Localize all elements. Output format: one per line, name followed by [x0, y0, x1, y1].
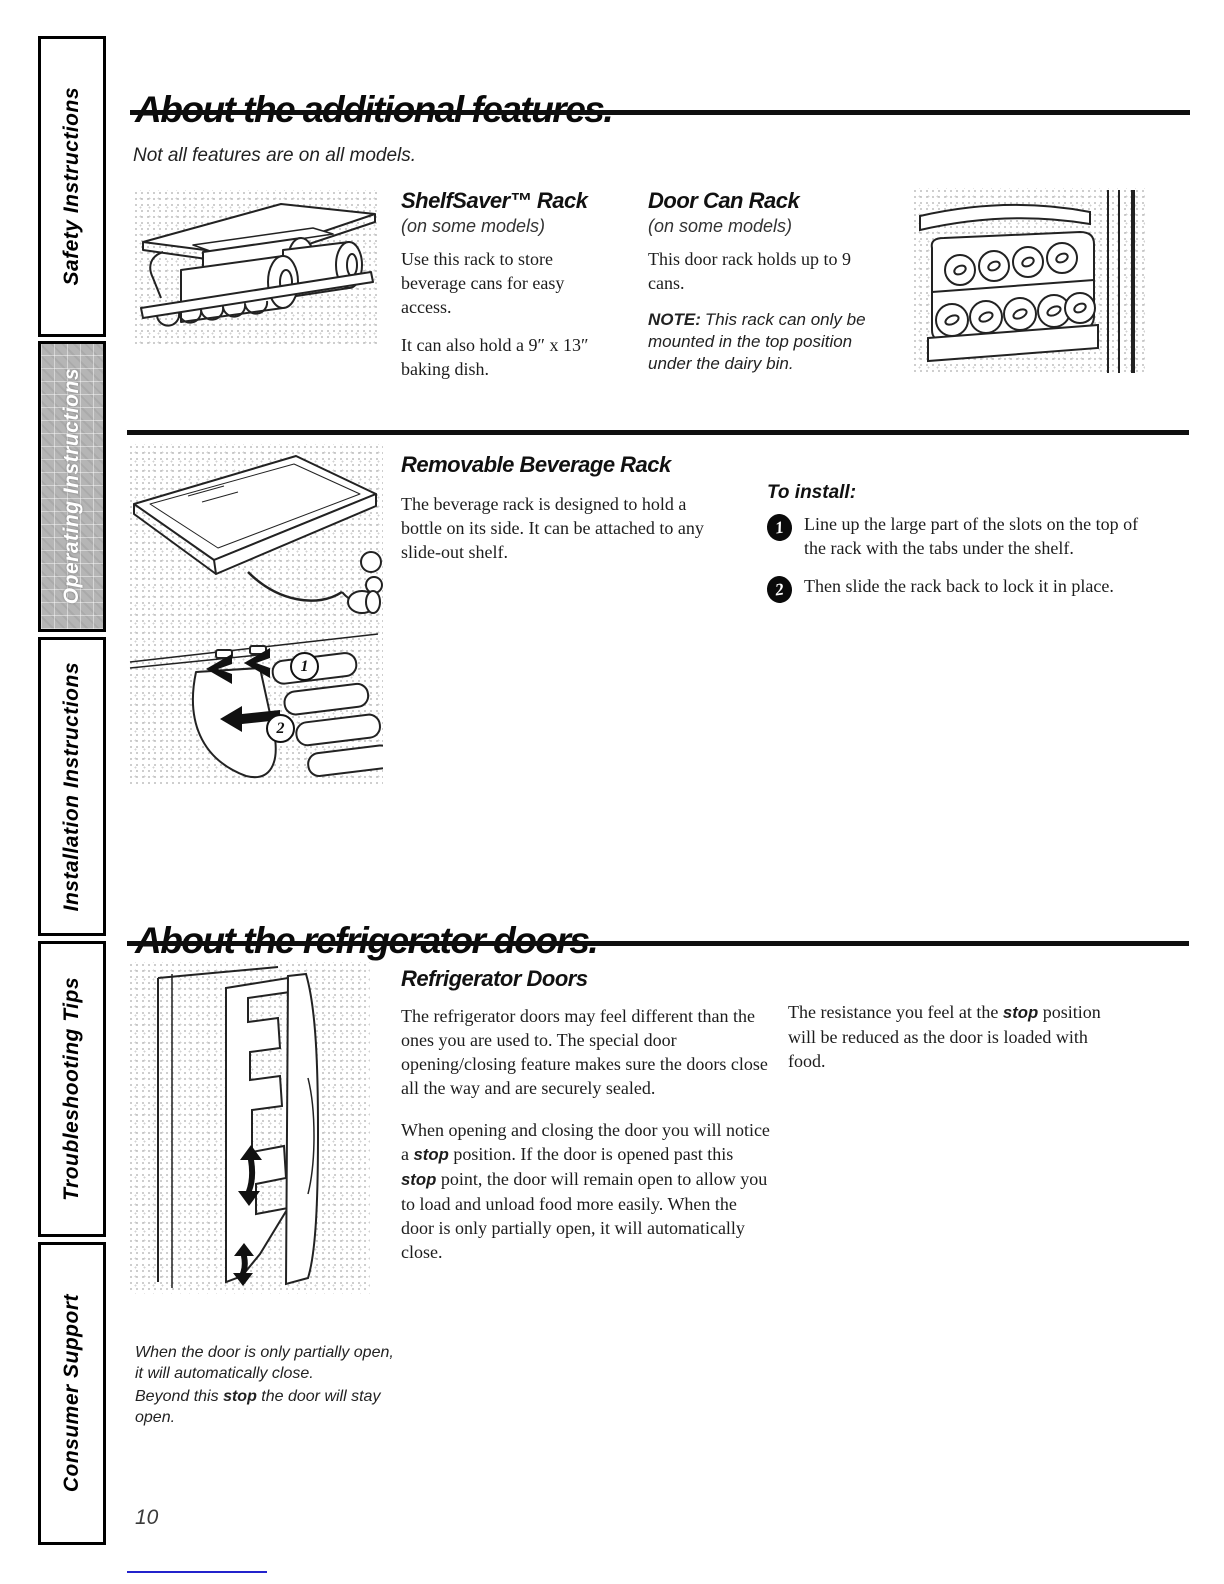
paragraph-segment: The resistance you feel at the [788, 1002, 1003, 1022]
beverage-rack-shelf-illustration [128, 444, 383, 624]
step-2-marker: 2 [266, 714, 295, 743]
step-text: Then slide the rack back to lock it in place. [804, 576, 1114, 596]
stop-word: stop [413, 1145, 449, 1164]
refrigerator-door-drawing [128, 962, 370, 1294]
refrigerator-door-illustration [128, 962, 370, 1294]
beverage-rack-shelf-drawing [128, 444, 383, 624]
beverage-rack-install-drawing [128, 624, 383, 784]
sidebar-item-operating-instructions [38, 341, 106, 632]
door-can-rack-note [648, 309, 870, 375]
resistance-paragraph [788, 1000, 1108, 1073]
shelfsaver-paragraph-2: It can also hold a 9″ x 13″ baking dish. [401, 335, 589, 379]
page-subtitle: Not all features are on all models. [133, 145, 417, 166]
note-text: This rack can only be mounted in the top position under the dairy bin. [648, 310, 866, 373]
paragraph-segment: point, the door will remain open to allow you to load and unload food more easily. When the door is only partially open, it will automatically close. [401, 1169, 768, 1262]
shelfsaver-heading: ShelfSaver™ Rack [401, 188, 588, 213]
install-column [767, 482, 1147, 617]
title-rule [130, 110, 1190, 115]
stop-word: stop [401, 1170, 437, 1189]
note-label: NOTE: [648, 310, 701, 329]
install-step-2 [767, 574, 1147, 603]
sidebar-item-label: Operating Instructions [60, 368, 83, 605]
title-rule-2 [127, 941, 1189, 946]
door-can-rack-paragraph: This door rack holds up to 9 cans. [648, 249, 851, 293]
refrigerator-doors-paragraph-2 [401, 1118, 773, 1264]
shelfsaver-models-note: (on some models) [401, 216, 546, 236]
door-caption-2 [135, 1386, 403, 1428]
section-divider-rule [127, 430, 1189, 435]
sidebar-item-label: Installation Instructions [60, 661, 83, 912]
caption-segment: the door will stay open. [135, 1388, 381, 1426]
sidebar-item-installation-instructions [38, 637, 106, 936]
page-number: 10 [135, 1506, 159, 1529]
resistance-column [788, 1000, 1108, 1087]
step-number-badge: 2 [765, 574, 794, 604]
paragraph-segment: position will be reduced as the door is loaded with food. [788, 1002, 1101, 1071]
stop-word: stop [223, 1388, 257, 1405]
footer-blue-line [127, 1571, 267, 1573]
step-number-badge: 1 [765, 512, 794, 542]
door-can-rack-column [648, 188, 870, 375]
paragraph-segment: When opening and closing the door you will notice a [401, 1120, 770, 1164]
door-caption-1: When the door is only partially open, it will automatically close. [135, 1344, 394, 1382]
beverage-rack-column [401, 452, 731, 578]
beverage-rack-heading: Removable Beverage Rack [401, 452, 671, 477]
step-1-marker: 1 [290, 652, 319, 681]
sidebar-item-troubleshooting-tips [38, 941, 106, 1237]
step-text: Line up the large part of the slots on the top of the rack with the tabs under the shelf. [804, 514, 1139, 558]
sidebar-item-label: Consumer Support [60, 1294, 83, 1493]
door-can-rack-models-note: (on some models) [648, 216, 793, 236]
shelfsaver-rack-drawing [133, 190, 381, 348]
beverage-rack-install-illustration [128, 624, 383, 784]
paragraph-segment: position. If the door is opened past this [448, 1144, 734, 1164]
refrigerator-doors-paragraph-1: The refrigerator doors may feel different than the ones you are used to. The special door opening/closing feature makes sure the doors close all the way and are securely sealed. [401, 1006, 768, 1098]
refrigerator-doors-heading: Refrigerator Doors [401, 966, 588, 991]
sidebar-item-label: Troubleshooting Tips [60, 977, 83, 1201]
caption-segment: Beyond this [135, 1388, 224, 1405]
sidebar-item-label: Safety Instructions [60, 87, 83, 286]
install-step-1 [767, 512, 1147, 560]
door-can-rack-illustration [912, 188, 1145, 375]
refrigerator-doors-column [401, 966, 773, 1278]
door-can-rack-heading: Door Can Rack [648, 188, 800, 213]
beverage-rack-paragraph: The beverage rack is designed to hold a bottle on its side. It can be attached to any slide-out shelf. [401, 494, 704, 562]
install-heading: To install: [767, 482, 857, 503]
shelfsaver-rack-illustration [133, 190, 381, 348]
sidebar-item-safety-instructions [38, 36, 106, 337]
shelfsaver-paragraph-1: Use this rack to store beverage cans for easy access. [401, 249, 565, 317]
stop-word: stop [1002, 1003, 1039, 1022]
door-can-rack-drawing [912, 188, 1145, 375]
sidebar-item-consumer-support [38, 1242, 106, 1545]
shelfsaver-column [401, 188, 619, 395]
